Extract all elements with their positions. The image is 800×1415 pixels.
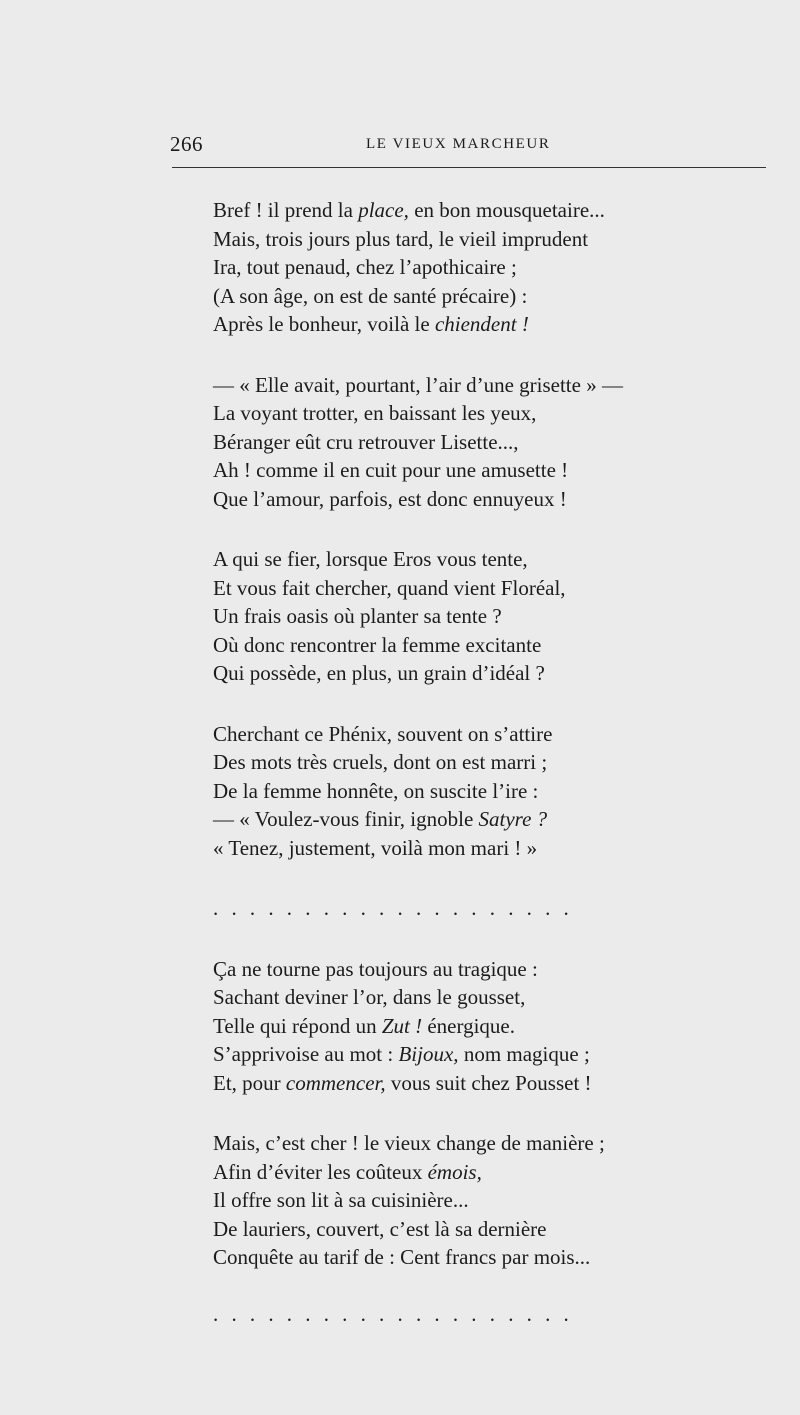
verse-line: Qui possède, en plus, un grain d’idéal ? bbox=[213, 661, 545, 685]
stanza-4 bbox=[213, 720, 713, 863]
verse-line: Mais, trois jours plus tard, le vieil imprudent bbox=[213, 226, 589, 251]
verse-line: S’apprivoise au mot : Bijoux, nom magique ; bbox=[213, 1042, 590, 1066]
verse-line: Sachant deviner l’or, dans le gousset, bbox=[213, 985, 526, 1009]
poem bbox=[213, 196, 713, 1360]
verse-line: Bref ! il prend la place, en bon mousquetaire... bbox=[213, 198, 605, 222]
verse-line: Et vous fait chercher, quand vient Floréal, bbox=[213, 575, 566, 600]
stanza-1 bbox=[213, 196, 713, 339]
verse-line: Béranger eût cru retrouver Lisette..., bbox=[213, 429, 519, 454]
verse-line: — « Voulez-vous finir, ignoble Satyre ? bbox=[213, 807, 548, 831]
running-title: LE VIEUX MARCHEUR bbox=[366, 136, 551, 152]
verse-line: Cherchant ce Phénix, souvent on s’attire bbox=[213, 721, 553, 746]
verse-line: Après le bonheur, voilà le chiendent ! bbox=[213, 312, 529, 336]
stanza-2 bbox=[213, 371, 713, 514]
verse-line: Telle qui répond un Zut ! énergique. bbox=[213, 1013, 516, 1038]
verse-line: Où donc rencontrer la femme excitante bbox=[213, 632, 542, 657]
page-number: 266 bbox=[170, 132, 203, 156]
verse-line: La voyant trotter, en baissant les yeux, bbox=[213, 401, 537, 425]
page-header bbox=[170, 132, 766, 160]
stanza-3 bbox=[213, 545, 713, 688]
verse-line: Que l’amour, parfois, est donc ennuyeux ! bbox=[213, 486, 567, 511]
stanza-6 bbox=[213, 1129, 713, 1272]
verse-line: A qui se fier, lorsque Eros vous tente, bbox=[213, 547, 528, 571]
verse-line: Afin d’éviter les coûteux émois, bbox=[213, 1159, 482, 1184]
verse-line: Des mots très cruels, dont on est marri ; bbox=[213, 750, 548, 774]
verse-line: — « Elle avait, pourtant, l’air d’une grisette » — bbox=[213, 372, 623, 397]
verse-line: Il offre son lit à sa cuisinière... bbox=[213, 1188, 469, 1212]
stanza-5 bbox=[213, 955, 713, 1098]
ellipsis-separator: .................... bbox=[213, 1301, 582, 1326]
verse-line: Ça ne tourne pas toujours au tragique : bbox=[213, 956, 538, 981]
verse-line: De lauriers, couvert, c’est là sa dernière bbox=[213, 1216, 547, 1241]
verse-line: Un frais oasis où planter sa tente ? bbox=[213, 604, 502, 628]
verse-line: De la femme honnête, on suscite l’ire : bbox=[213, 778, 539, 803]
verse-line: Et, pour commencer, vous suit chez Pousset ! bbox=[213, 1070, 592, 1095]
verse-line: Ah ! comme il en cuit pour une amusette ! bbox=[213, 458, 569, 482]
verse-line: (A son âge, on est de santé précaire) : bbox=[213, 283, 528, 308]
verse-line: « Tenez, justement, voilà mon mari ! » bbox=[213, 835, 538, 860]
header-rule bbox=[172, 167, 766, 168]
verse-line: Ira, tout penaud, chez l’apothicaire ; bbox=[213, 255, 517, 279]
ellipsis-separator: .................... bbox=[213, 896, 582, 920]
verse-line: Conquête au tarif de : Cent francs par mois... bbox=[213, 1245, 591, 1269]
verse-line: Mais, c’est cher ! le vieux change de manière ; bbox=[213, 1131, 605, 1155]
